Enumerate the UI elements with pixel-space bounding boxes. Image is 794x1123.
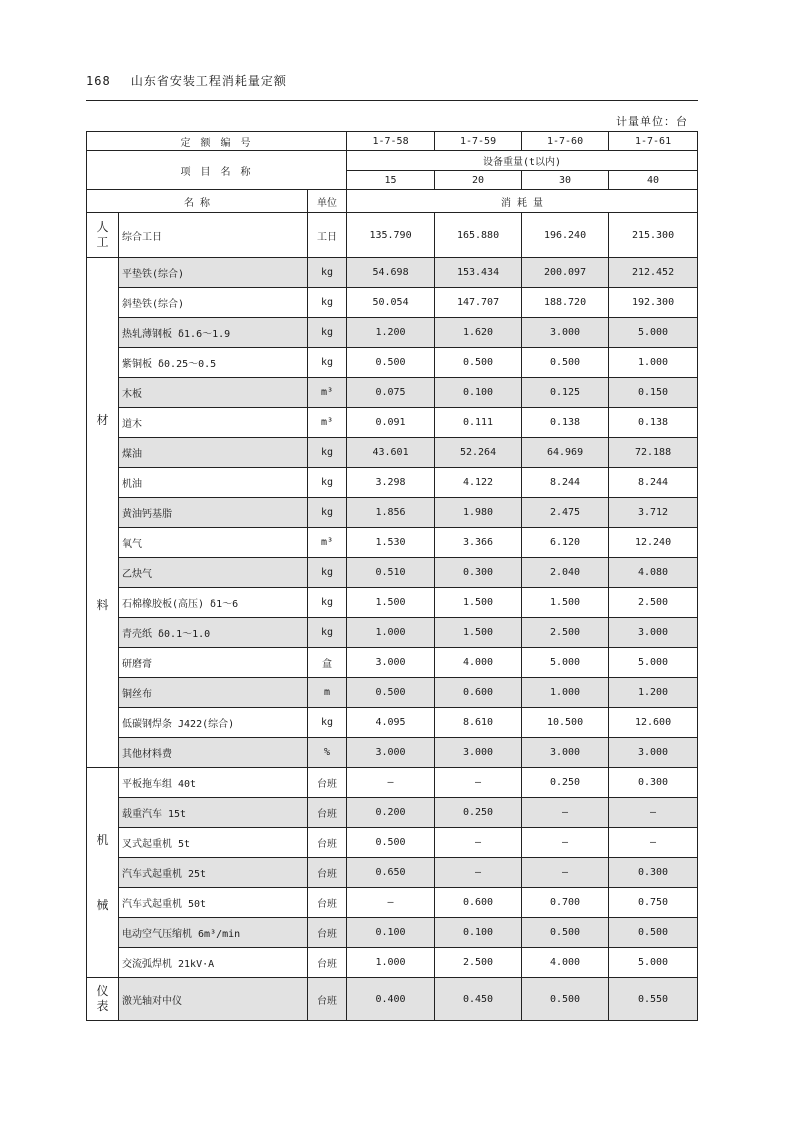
consumption-value: 0.500 (347, 348, 435, 378)
consumption-value: 196.240 (522, 213, 609, 258)
consumption-value: 3.298 (347, 468, 435, 498)
table-row (87, 213, 698, 258)
item-unit: % (308, 738, 347, 768)
item-unit: kg (308, 588, 347, 618)
item-name: 其他材料费 (119, 738, 308, 768)
item-name: 紫铜板 δ0.25～0.5 (119, 348, 308, 378)
consumption-value: 0.200 (347, 798, 435, 828)
consumption-value: 1.200 (609, 678, 698, 708)
page-number: 168 (86, 74, 111, 88)
item-name: 黄油钙基脂 (119, 498, 308, 528)
header-rule (86, 100, 698, 101)
consumption-value: 4.000 (435, 648, 522, 678)
consumption-value: 0.500 (522, 918, 609, 948)
consumption-value: 3.366 (435, 528, 522, 558)
consumption-value: 192.300 (609, 288, 698, 318)
consumption-value: 3.000 (347, 738, 435, 768)
quota-code-label: 定 额 编 号 (87, 132, 347, 151)
weight-value: 20 (435, 171, 522, 190)
table-row (87, 588, 698, 618)
item-unit: m³ (308, 378, 347, 408)
quota-code: 1-7-59 (435, 132, 522, 151)
item-name: 汽车式起重机 50t (119, 888, 308, 918)
category-label (87, 258, 119, 768)
consumption-value: 5.000 (522, 648, 609, 678)
item-name: 斜垫铁(综合) (119, 288, 308, 318)
consumption-value: 1.000 (347, 948, 435, 978)
consumption-value: — (522, 798, 609, 828)
consumption-value: 1.500 (435, 588, 522, 618)
consumption-value: 0.510 (347, 558, 435, 588)
table-row (87, 918, 698, 948)
consumption-value: 4.122 (435, 468, 522, 498)
consumption-value: 72.188 (609, 438, 698, 468)
consumption-value: 43.601 (347, 438, 435, 468)
item-unit: m³ (308, 528, 347, 558)
consumption-value: 2.500 (435, 948, 522, 978)
consumption-value: 153.434 (435, 258, 522, 288)
consumption-column-header: 消 耗 量 (347, 190, 698, 213)
table-row (87, 378, 698, 408)
item-unit: 台班 (308, 858, 347, 888)
consumption-value: 1.500 (435, 618, 522, 648)
consumption-value: 4.095 (347, 708, 435, 738)
item-name: 叉式起重机 5t (119, 828, 308, 858)
consumption-value: 212.452 (609, 258, 698, 288)
table-row (87, 978, 698, 1021)
table-row (87, 768, 698, 798)
consumption-value: — (609, 798, 698, 828)
consumption-value: 3.000 (522, 318, 609, 348)
consumption-value: — (435, 858, 522, 888)
category-label-text: 材 (96, 412, 109, 427)
table-row (87, 528, 698, 558)
item-unit: kg (308, 618, 347, 648)
item-unit: 盒 (308, 648, 347, 678)
item-name: 交流弧焊机 21kV·A (119, 948, 308, 978)
consumption-value: — (347, 768, 435, 798)
consumption-value: 3.000 (609, 738, 698, 768)
consumption-value: 54.698 (347, 258, 435, 288)
measurement-unit-note: 计量单位：台 (616, 115, 688, 128)
quota-table (86, 131, 698, 1021)
consumption-value: 1.200 (347, 318, 435, 348)
consumption-value: — (609, 828, 698, 858)
item-unit: kg (308, 558, 347, 588)
table-row (87, 648, 698, 678)
consumption-value: 5.000 (609, 948, 698, 978)
consumption-value: 64.969 (522, 438, 609, 468)
table-row (87, 858, 698, 888)
table-row (87, 438, 698, 468)
consumption-value: 2.500 (609, 588, 698, 618)
table-row (87, 738, 698, 768)
item-unit: 台班 (308, 828, 347, 858)
consumption-value: 0.150 (609, 378, 698, 408)
table-row (87, 468, 698, 498)
table-row (87, 948, 698, 978)
consumption-value: 10.500 (522, 708, 609, 738)
consumption-value: 0.100 (435, 918, 522, 948)
category-label-text: 料 (96, 597, 109, 612)
category-label-text: 机 (96, 832, 109, 847)
quota-code: 1-7-58 (347, 132, 435, 151)
table-row (87, 828, 698, 858)
consumption-value: 0.750 (609, 888, 698, 918)
consumption-value: 0.650 (347, 858, 435, 888)
item-name: 木板 (119, 378, 308, 408)
item-name: 机油 (119, 468, 308, 498)
item-unit: kg (308, 318, 347, 348)
item-name-label: 项 目 名 称 (87, 151, 347, 190)
consumption-value: 0.500 (435, 348, 522, 378)
category-label (87, 768, 119, 978)
item-name: 平板拖车组 40t (119, 768, 308, 798)
consumption-value: 200.097 (522, 258, 609, 288)
consumption-value: 3.000 (609, 618, 698, 648)
weight-value: 40 (609, 171, 698, 190)
consumption-value: 0.500 (347, 678, 435, 708)
table-row (87, 618, 698, 648)
table-row (87, 258, 698, 288)
consumption-value: 0.450 (435, 978, 522, 1021)
consumption-value: 3.000 (347, 648, 435, 678)
consumption-value: 4.080 (609, 558, 698, 588)
consumption-value: 135.790 (347, 213, 435, 258)
consumption-value: — (435, 828, 522, 858)
table-row (87, 498, 698, 528)
table-row (87, 348, 698, 378)
consumption-value: 0.091 (347, 408, 435, 438)
book-title: 山东省安装工程消耗量定额 (130, 74, 287, 88)
quota-code: 1-7-60 (522, 132, 609, 151)
consumption-value: 1.500 (522, 588, 609, 618)
item-unit: kg (308, 258, 347, 288)
item-unit: kg (308, 348, 347, 378)
consumption-value: 52.264 (435, 438, 522, 468)
consumption-value: 12.600 (609, 708, 698, 738)
consumption-value: 188.720 (522, 288, 609, 318)
weight-value: 30 (522, 171, 609, 190)
consumption-value: 0.300 (609, 858, 698, 888)
consumption-value: 0.700 (522, 888, 609, 918)
category-label-text: 械 (96, 897, 109, 912)
consumption-value: 1.000 (522, 678, 609, 708)
item-name: 石棉橡胶板(高压) δ1～6 (119, 588, 308, 618)
consumption-value: 12.240 (609, 528, 698, 558)
item-unit: kg (308, 438, 347, 468)
consumption-value: 1.000 (609, 348, 698, 378)
consumption-value: 0.300 (609, 768, 698, 798)
category-label-text: 仪表 (96, 984, 109, 1013)
item-name: 氧气 (119, 528, 308, 558)
consumption-value: 0.600 (435, 678, 522, 708)
item-name: 载重汽车 15t (119, 798, 308, 828)
item-name: 汽车式起重机 25t (119, 858, 308, 888)
consumption-value: 3.000 (435, 738, 522, 768)
consumption-value: 0.138 (522, 408, 609, 438)
consumption-value: 1.980 (435, 498, 522, 528)
item-unit: 工日 (308, 213, 347, 258)
item-name: 热轧薄钢板 δ1.6～1.9 (119, 318, 308, 348)
item-unit: m³ (308, 408, 347, 438)
quota-code: 1-7-61 (609, 132, 698, 151)
table-row (87, 798, 698, 828)
consumption-value: 0.111 (435, 408, 522, 438)
consumption-value: 0.300 (435, 558, 522, 588)
consumption-value: 50.054 (347, 288, 435, 318)
consumption-value: 5.000 (609, 318, 698, 348)
weight-value: 15 (347, 171, 435, 190)
item-name: 煤油 (119, 438, 308, 468)
consumption-value: 0.550 (609, 978, 698, 1021)
item-unit: 台班 (308, 798, 347, 828)
item-unit: 台班 (308, 768, 347, 798)
consumption-value: — (435, 768, 522, 798)
name-column-header: 名 称 (87, 190, 308, 213)
consumption-value: 215.300 (609, 213, 698, 258)
item-unit: kg (308, 288, 347, 318)
consumption-value: 6.120 (522, 528, 609, 558)
item-unit: 台班 (308, 918, 347, 948)
item-name: 道木 (119, 408, 308, 438)
item-name: 平垫铁(综合) (119, 258, 308, 288)
consumption-value: 0.100 (347, 918, 435, 948)
consumption-value: 2.475 (522, 498, 609, 528)
consumption-value: 147.707 (435, 288, 522, 318)
consumption-value: — (347, 888, 435, 918)
consumption-value: 2.040 (522, 558, 609, 588)
consumption-value: 0.125 (522, 378, 609, 408)
item-unit: kg (308, 708, 347, 738)
item-name: 青壳纸 δ0.1～1.0 (119, 618, 308, 648)
item-name: 电动空气压缩机 6m³/min (119, 918, 308, 948)
consumption-value: — (522, 828, 609, 858)
consumption-value: 5.000 (609, 648, 698, 678)
consumption-value: 0.075 (347, 378, 435, 408)
consumption-value: 4.000 (522, 948, 609, 978)
consumption-value: 1.000 (347, 618, 435, 648)
consumption-value: 1.620 (435, 318, 522, 348)
consumption-value: 0.600 (435, 888, 522, 918)
consumption-value: 8.610 (435, 708, 522, 738)
consumption-value: 0.500 (522, 978, 609, 1021)
consumption-value: 0.250 (435, 798, 522, 828)
table-row (87, 708, 698, 738)
item-name: 低碳钢焊条 J422(综合) (119, 708, 308, 738)
table-row (87, 318, 698, 348)
consumption-value: 0.500 (522, 348, 609, 378)
consumption-value: 0.100 (435, 378, 522, 408)
item-name: 研磨膏 (119, 648, 308, 678)
item-unit: m (308, 678, 347, 708)
consumption-value: 1.856 (347, 498, 435, 528)
consumption-value: 0.400 (347, 978, 435, 1021)
consumption-value: 2.500 (522, 618, 609, 648)
item-unit: kg (308, 468, 347, 498)
table-row (87, 408, 698, 438)
page-header (86, 72, 287, 89)
item-name: 综合工日 (119, 213, 308, 258)
item-unit: 台班 (308, 978, 347, 1021)
item-unit: 台班 (308, 888, 347, 918)
consumption-value: 0.500 (347, 828, 435, 858)
table-row (87, 288, 698, 318)
category-label-text: 人工 (96, 220, 109, 249)
unit-column-header: 单位 (308, 190, 347, 213)
item-name: 乙炔气 (119, 558, 308, 588)
consumption-value: 0.138 (609, 408, 698, 438)
consumption-value: 1.530 (347, 528, 435, 558)
consumption-value: 0.500 (609, 918, 698, 948)
consumption-value: 3.712 (609, 498, 698, 528)
equipment-weight-label: 设备重量(t以内) (347, 151, 698, 171)
consumption-value: 8.244 (522, 468, 609, 498)
item-name: 铜丝布 (119, 678, 308, 708)
category-label (87, 978, 119, 1021)
item-unit: kg (308, 498, 347, 528)
table-row (87, 888, 698, 918)
item-unit: 台班 (308, 948, 347, 978)
consumption-value: 165.880 (435, 213, 522, 258)
consumption-value: 8.244 (609, 468, 698, 498)
consumption-value: 0.250 (522, 768, 609, 798)
item-name: 激光轴对中仪 (119, 978, 308, 1021)
category-label (87, 213, 119, 258)
consumption-value: — (522, 858, 609, 888)
consumption-value: 1.500 (347, 588, 435, 618)
table-row (87, 678, 698, 708)
consumption-value: 3.000 (522, 738, 609, 768)
table-row (87, 558, 698, 588)
